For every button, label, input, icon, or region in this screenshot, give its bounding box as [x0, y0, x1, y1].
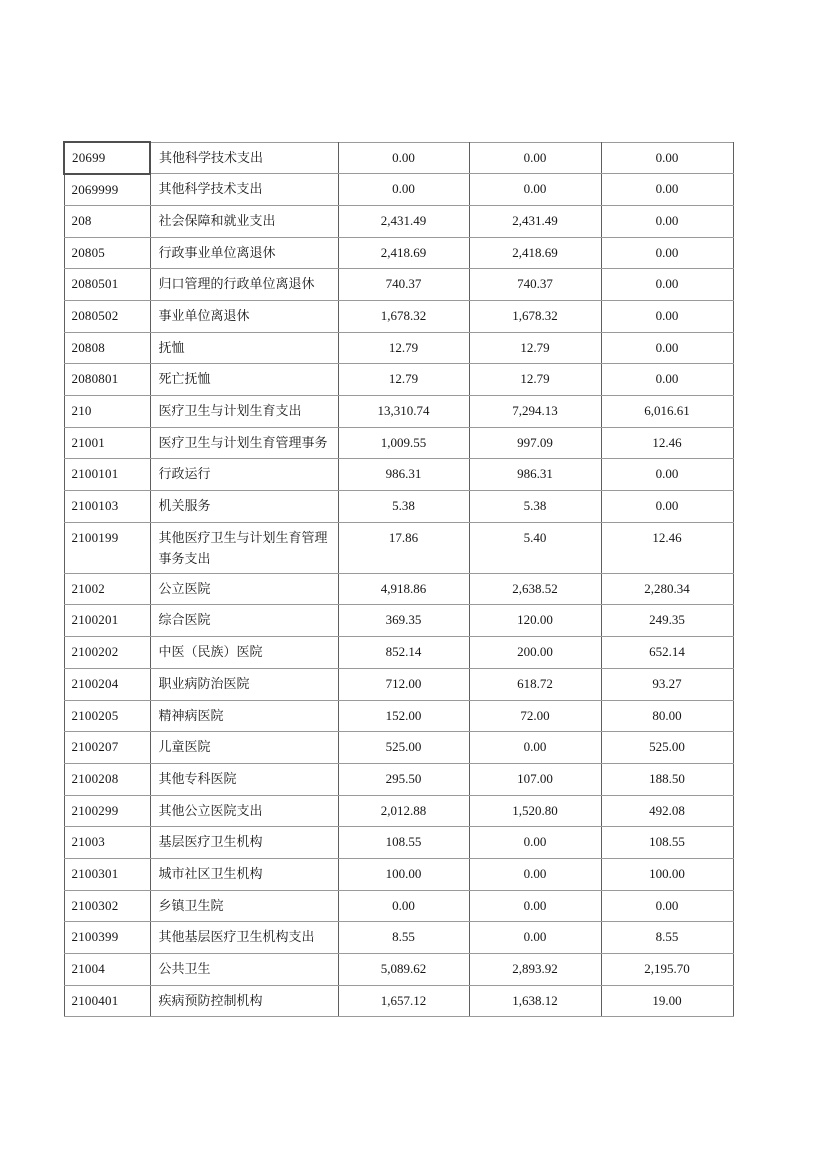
cell-item-name: 行政运行	[150, 459, 338, 491]
cell-item-name: 事业单位离退休	[150, 300, 338, 332]
cell-amount-column-2: 72.00	[469, 700, 601, 732]
cell-code: 2069999	[64, 174, 150, 206]
table-row	[64, 300, 733, 332]
table-row	[64, 890, 733, 922]
cell-item-name: 社会保障和就业支出	[150, 205, 338, 237]
cell-amount-column-2: 12.79	[469, 364, 601, 396]
cell-amount-column-3: 525.00	[601, 732, 733, 764]
cell-code: 2100302	[64, 890, 150, 922]
cell-amount-column-3: 188.50	[601, 763, 733, 795]
table-row	[64, 637, 733, 669]
cell-amount-total: 100.00	[338, 858, 469, 890]
table-row	[64, 985, 733, 1017]
table-row	[64, 205, 733, 237]
cell-item-name: 其他公立医院支出	[150, 795, 338, 827]
cell-amount-total: 0.00	[338, 174, 469, 206]
table-row	[64, 795, 733, 827]
table-row	[64, 427, 733, 459]
cell-item-name: 死亡抚恤	[150, 364, 338, 396]
table-row	[64, 237, 733, 269]
cell-amount-total: 740.37	[338, 269, 469, 301]
cell-amount-total: 0.00	[338, 142, 469, 174]
table-row	[64, 491, 733, 523]
cell-amount-column-2: 200.00	[469, 637, 601, 669]
cell-code: 2100202	[64, 637, 150, 669]
cell-amount-column-2: 0.00	[469, 922, 601, 954]
cell-amount-column-3: 93.27	[601, 668, 733, 700]
cell-amount-total: 1,678.32	[338, 300, 469, 332]
cell-code: 2100299	[64, 795, 150, 827]
cell-amount-column-3: 492.08	[601, 795, 733, 827]
cell-amount-total: 5,089.62	[338, 954, 469, 986]
cell-item-name: 基层医疗卫生机构	[150, 827, 338, 859]
cell-amount-total: 712.00	[338, 668, 469, 700]
table-row	[64, 858, 733, 890]
cell-amount-total: 369.35	[338, 605, 469, 637]
cell-item-name: 医疗卫生与计划生育管理事务	[150, 427, 338, 459]
cell-code: 2100199	[64, 522, 150, 573]
cell-item-name: 抚恤	[150, 332, 338, 364]
cell-amount-total: 525.00	[338, 732, 469, 764]
cell-amount-total: 108.55	[338, 827, 469, 859]
cell-item-name: 归口管理的行政单位离退休	[150, 269, 338, 301]
cell-amount-column-2: 2,893.92	[469, 954, 601, 986]
cell-item-name: 其他基层医疗卫生机构支出	[150, 922, 338, 954]
cell-item-name: 中医（民族）医院	[150, 637, 338, 669]
cell-amount-column-3: 8.55	[601, 922, 733, 954]
cell-code: 20805	[64, 237, 150, 269]
cell-item-name: 其他科学技术支出	[150, 142, 338, 174]
cell-amount-column-3: 0.00	[601, 332, 733, 364]
cell-item-name: 精神病医院	[150, 700, 338, 732]
cell-code: 2100399	[64, 922, 150, 954]
table-row	[64, 732, 733, 764]
table-body	[64, 142, 733, 1017]
table-row	[64, 922, 733, 954]
cell-amount-total: 852.14	[338, 637, 469, 669]
cell-amount-total: 1,009.55	[338, 427, 469, 459]
cell-amount-column-3: 0.00	[601, 890, 733, 922]
budget-table	[63, 141, 734, 1017]
cell-amount-column-2: 120.00	[469, 605, 601, 637]
cell-amount-column-3: 0.00	[601, 269, 733, 301]
cell-amount-total: 5.38	[338, 491, 469, 523]
cell-code: 2080801	[64, 364, 150, 396]
cell-code: 2080502	[64, 300, 150, 332]
cell-amount-total: 12.79	[338, 364, 469, 396]
cell-amount-column-3: 652.14	[601, 637, 733, 669]
cell-item-name: 公共卫生	[150, 954, 338, 986]
cell-amount-column-3: 12.46	[601, 522, 733, 573]
table-row	[64, 364, 733, 396]
table-row	[64, 763, 733, 795]
table-row	[64, 573, 733, 605]
cell-amount-total: 295.50	[338, 763, 469, 795]
cell-amount-column-3: 0.00	[601, 205, 733, 237]
cell-amount-column-2: 0.00	[469, 174, 601, 206]
cell-code: 2100208	[64, 763, 150, 795]
cell-amount-column-2: 1,520.80	[469, 795, 601, 827]
cell-item-name: 行政事业单位离退休	[150, 237, 338, 269]
cell-code: 21004	[64, 954, 150, 986]
cell-amount-column-3: 2,280.34	[601, 573, 733, 605]
cell-item-name: 机关服务	[150, 491, 338, 523]
cell-amount-column-3: 0.00	[601, 174, 733, 206]
table-row	[64, 269, 733, 301]
cell-code: 2080501	[64, 269, 150, 301]
cell-amount-total: 2,418.69	[338, 237, 469, 269]
cell-amount-column-2: 7,294.13	[469, 396, 601, 428]
cell-amount-total: 8.55	[338, 922, 469, 954]
table-row	[64, 332, 733, 364]
cell-amount-column-2: 2,431.49	[469, 205, 601, 237]
cell-amount-column-2: 997.09	[469, 427, 601, 459]
cell-amount-column-2: 2,418.69	[469, 237, 601, 269]
cell-item-name: 城市社区卫生机构	[150, 858, 338, 890]
cell-amount-column-3: 249.35	[601, 605, 733, 637]
cell-amount-column-2: 0.00	[469, 142, 601, 174]
table-row	[64, 827, 733, 859]
cell-amount-column-2: 0.00	[469, 858, 601, 890]
cell-amount-column-3: 19.00	[601, 985, 733, 1017]
cell-amount-column-3: 12.46	[601, 427, 733, 459]
cell-code: 20699	[64, 142, 150, 174]
cell-amount-column-3: 2,195.70	[601, 954, 733, 986]
cell-code: 21001	[64, 427, 150, 459]
cell-amount-column-3: 100.00	[601, 858, 733, 890]
cell-item-name: 其他科学技术支出	[150, 174, 338, 206]
cell-amount-column-2: 986.31	[469, 459, 601, 491]
cell-item-name: 儿童医院	[150, 732, 338, 764]
cell-code: 2100103	[64, 491, 150, 523]
cell-amount-column-3: 80.00	[601, 700, 733, 732]
cell-code: 20808	[64, 332, 150, 364]
table-row	[64, 668, 733, 700]
table-row	[64, 142, 733, 174]
table-row	[64, 522, 733, 573]
cell-amount-column-2: 0.00	[469, 827, 601, 859]
cell-amount-column-2: 2,638.52	[469, 573, 601, 605]
table-row	[64, 396, 733, 428]
cell-item-name: 疾病预防控制机构	[150, 985, 338, 1017]
cell-amount-total: 12.79	[338, 332, 469, 364]
cell-amount-column-3: 0.00	[601, 459, 733, 491]
cell-amount-column-2: 5.40	[469, 522, 601, 573]
cell-amount-column-3: 0.00	[601, 237, 733, 269]
cell-code: 21003	[64, 827, 150, 859]
table-row	[64, 459, 733, 491]
cell-amount-total: 0.00	[338, 890, 469, 922]
cell-item-name: 医疗卫生与计划生育支出	[150, 396, 338, 428]
cell-amount-column-3: 0.00	[601, 364, 733, 396]
cell-amount-column-3: 108.55	[601, 827, 733, 859]
cell-amount-total: 17.86	[338, 522, 469, 573]
cell-item-name: 职业病防治医院	[150, 668, 338, 700]
cell-item-name: 其他医疗卫生与计划生育管理事务支出	[150, 522, 338, 573]
cell-item-name: 公立医院	[150, 573, 338, 605]
cell-code: 2100101	[64, 459, 150, 491]
cell-code: 2100204	[64, 668, 150, 700]
cell-code: 210	[64, 396, 150, 428]
cell-amount-column-3: 0.00	[601, 491, 733, 523]
cell-amount-total: 1,657.12	[338, 985, 469, 1017]
cell-amount-column-2: 5.38	[469, 491, 601, 523]
cell-code: 2100401	[64, 985, 150, 1017]
cell-code: 2100201	[64, 605, 150, 637]
cell-amount-total: 2,012.88	[338, 795, 469, 827]
cell-amount-column-2: 618.72	[469, 668, 601, 700]
cell-amount-column-3: 0.00	[601, 300, 733, 332]
cell-amount-column-2: 0.00	[469, 890, 601, 922]
table-row	[64, 174, 733, 206]
cell-code: 208	[64, 205, 150, 237]
cell-amount-column-2: 12.79	[469, 332, 601, 364]
cell-amount-total: 2,431.49	[338, 205, 469, 237]
cell-amount-column-2: 1,678.32	[469, 300, 601, 332]
cell-item-name: 其他专科医院	[150, 763, 338, 795]
cell-amount-column-2: 107.00	[469, 763, 601, 795]
cell-amount-column-3: 6,016.61	[601, 396, 733, 428]
table-row	[64, 954, 733, 986]
table-row	[64, 605, 733, 637]
cell-amount-total: 152.00	[338, 700, 469, 732]
cell-amount-column-2: 740.37	[469, 269, 601, 301]
cell-amount-total: 4,918.86	[338, 573, 469, 605]
cell-amount-total: 986.31	[338, 459, 469, 491]
cell-item-name: 乡镇卫生院	[150, 890, 338, 922]
cell-code: 21002	[64, 573, 150, 605]
cell-code: 2100207	[64, 732, 150, 764]
cell-amount-column-3: 0.00	[601, 142, 733, 174]
cell-code: 2100301	[64, 858, 150, 890]
cell-amount-column-2: 0.00	[469, 732, 601, 764]
table-row	[64, 700, 733, 732]
cell-amount-total: 13,310.74	[338, 396, 469, 428]
cell-item-name: 综合医院	[150, 605, 338, 637]
cell-amount-column-2: 1,638.12	[469, 985, 601, 1017]
cell-code: 2100205	[64, 700, 150, 732]
